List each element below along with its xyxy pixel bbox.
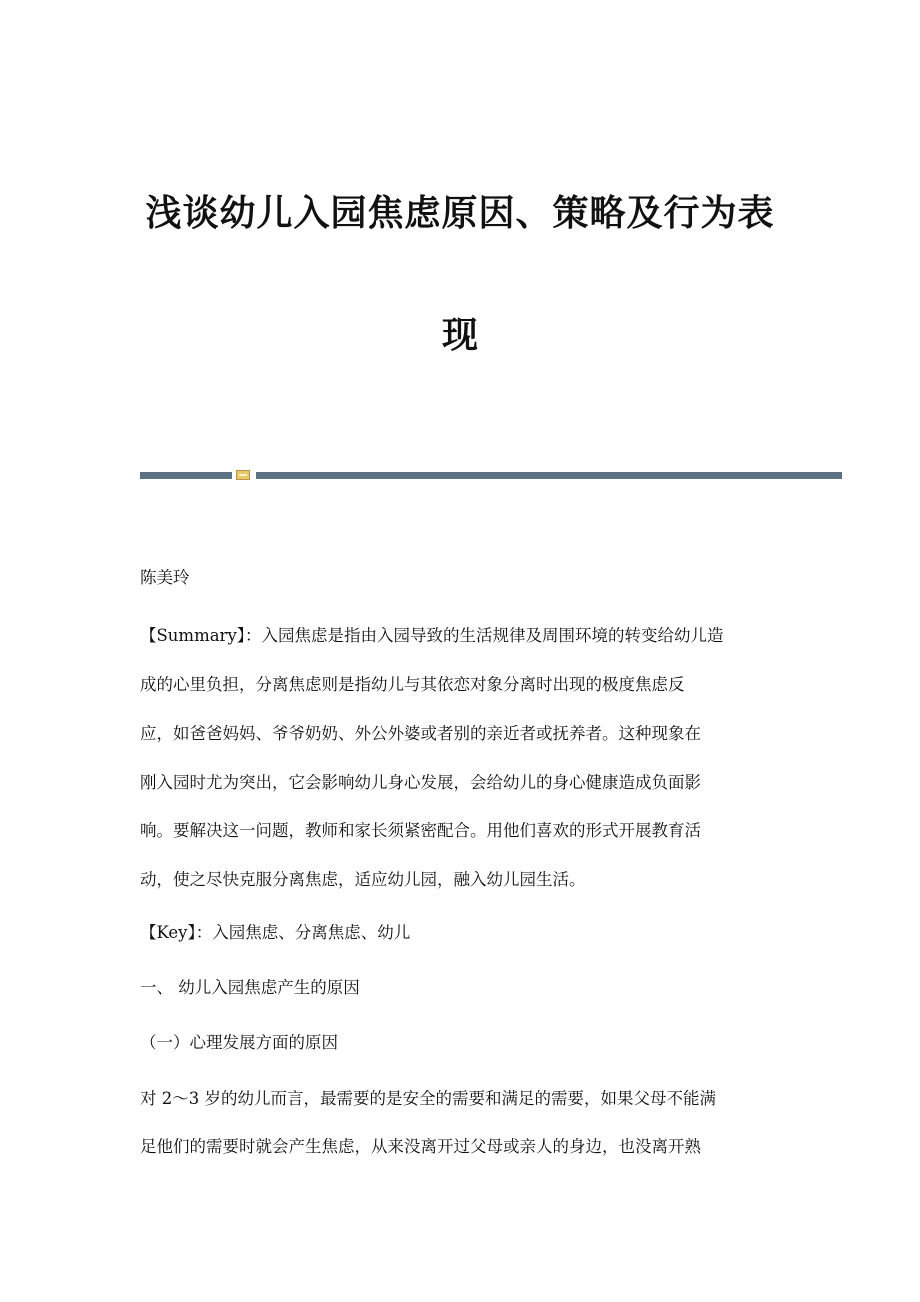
summary-line: 刚入园时尤为突出，它会影响幼儿身心发展，会给幼儿的身心健康造成负面影	[140, 773, 701, 792]
section-heading: 一、 幼儿入园焦虑产生的原因	[140, 978, 360, 997]
divider-bar-right	[256, 472, 842, 479]
summary-line: 成的心里负担，分离焦虑则是指幼儿与其依恋对象分离时出现的极度焦虑反	[140, 675, 685, 694]
summary-line: 响。要解决这一问题，教师和家长须紧密配合。用他们喜欢的形式开展教育活	[140, 821, 701, 840]
summary-line: 应，如爸爸妈妈、爷爷奶奶、外公外婆或者别的亲近者或抚养者。这种现象在	[140, 724, 701, 743]
keywords: 【Key】：入园焦虑、分离焦虑、幼儿	[140, 923, 411, 942]
body-line: 足他们的需要时就会产生焦虑，从来没离开过父母或亲人的身边，也没离开熟	[140, 1137, 701, 1156]
author-name: 陈美玲	[140, 568, 190, 587]
divider-ornament-icon	[236, 470, 250, 480]
subsection-heading: （一）心理发展方面的原因	[140, 1033, 338, 1052]
divider-bar-left	[140, 472, 232, 479]
summary-line: 【Summary】：入园焦虑是指由入园导致的生活规律及周围环境的转变给幼儿造	[140, 626, 724, 645]
title-divider	[140, 470, 842, 480]
document-title-line-2: 现	[441, 315, 478, 356]
summary-line: 动，使之尽快克服分离焦虑，适应幼儿园，融入幼儿园生活。	[140, 870, 586, 889]
body-line: 对 2～3 岁的幼儿而言，最需要的是安全的需要和满足的需要，如果父母不能满	[140, 1089, 716, 1108]
document-title-line-1: 浅谈幼儿入园焦虑原因、策略及行为表	[145, 193, 775, 234]
